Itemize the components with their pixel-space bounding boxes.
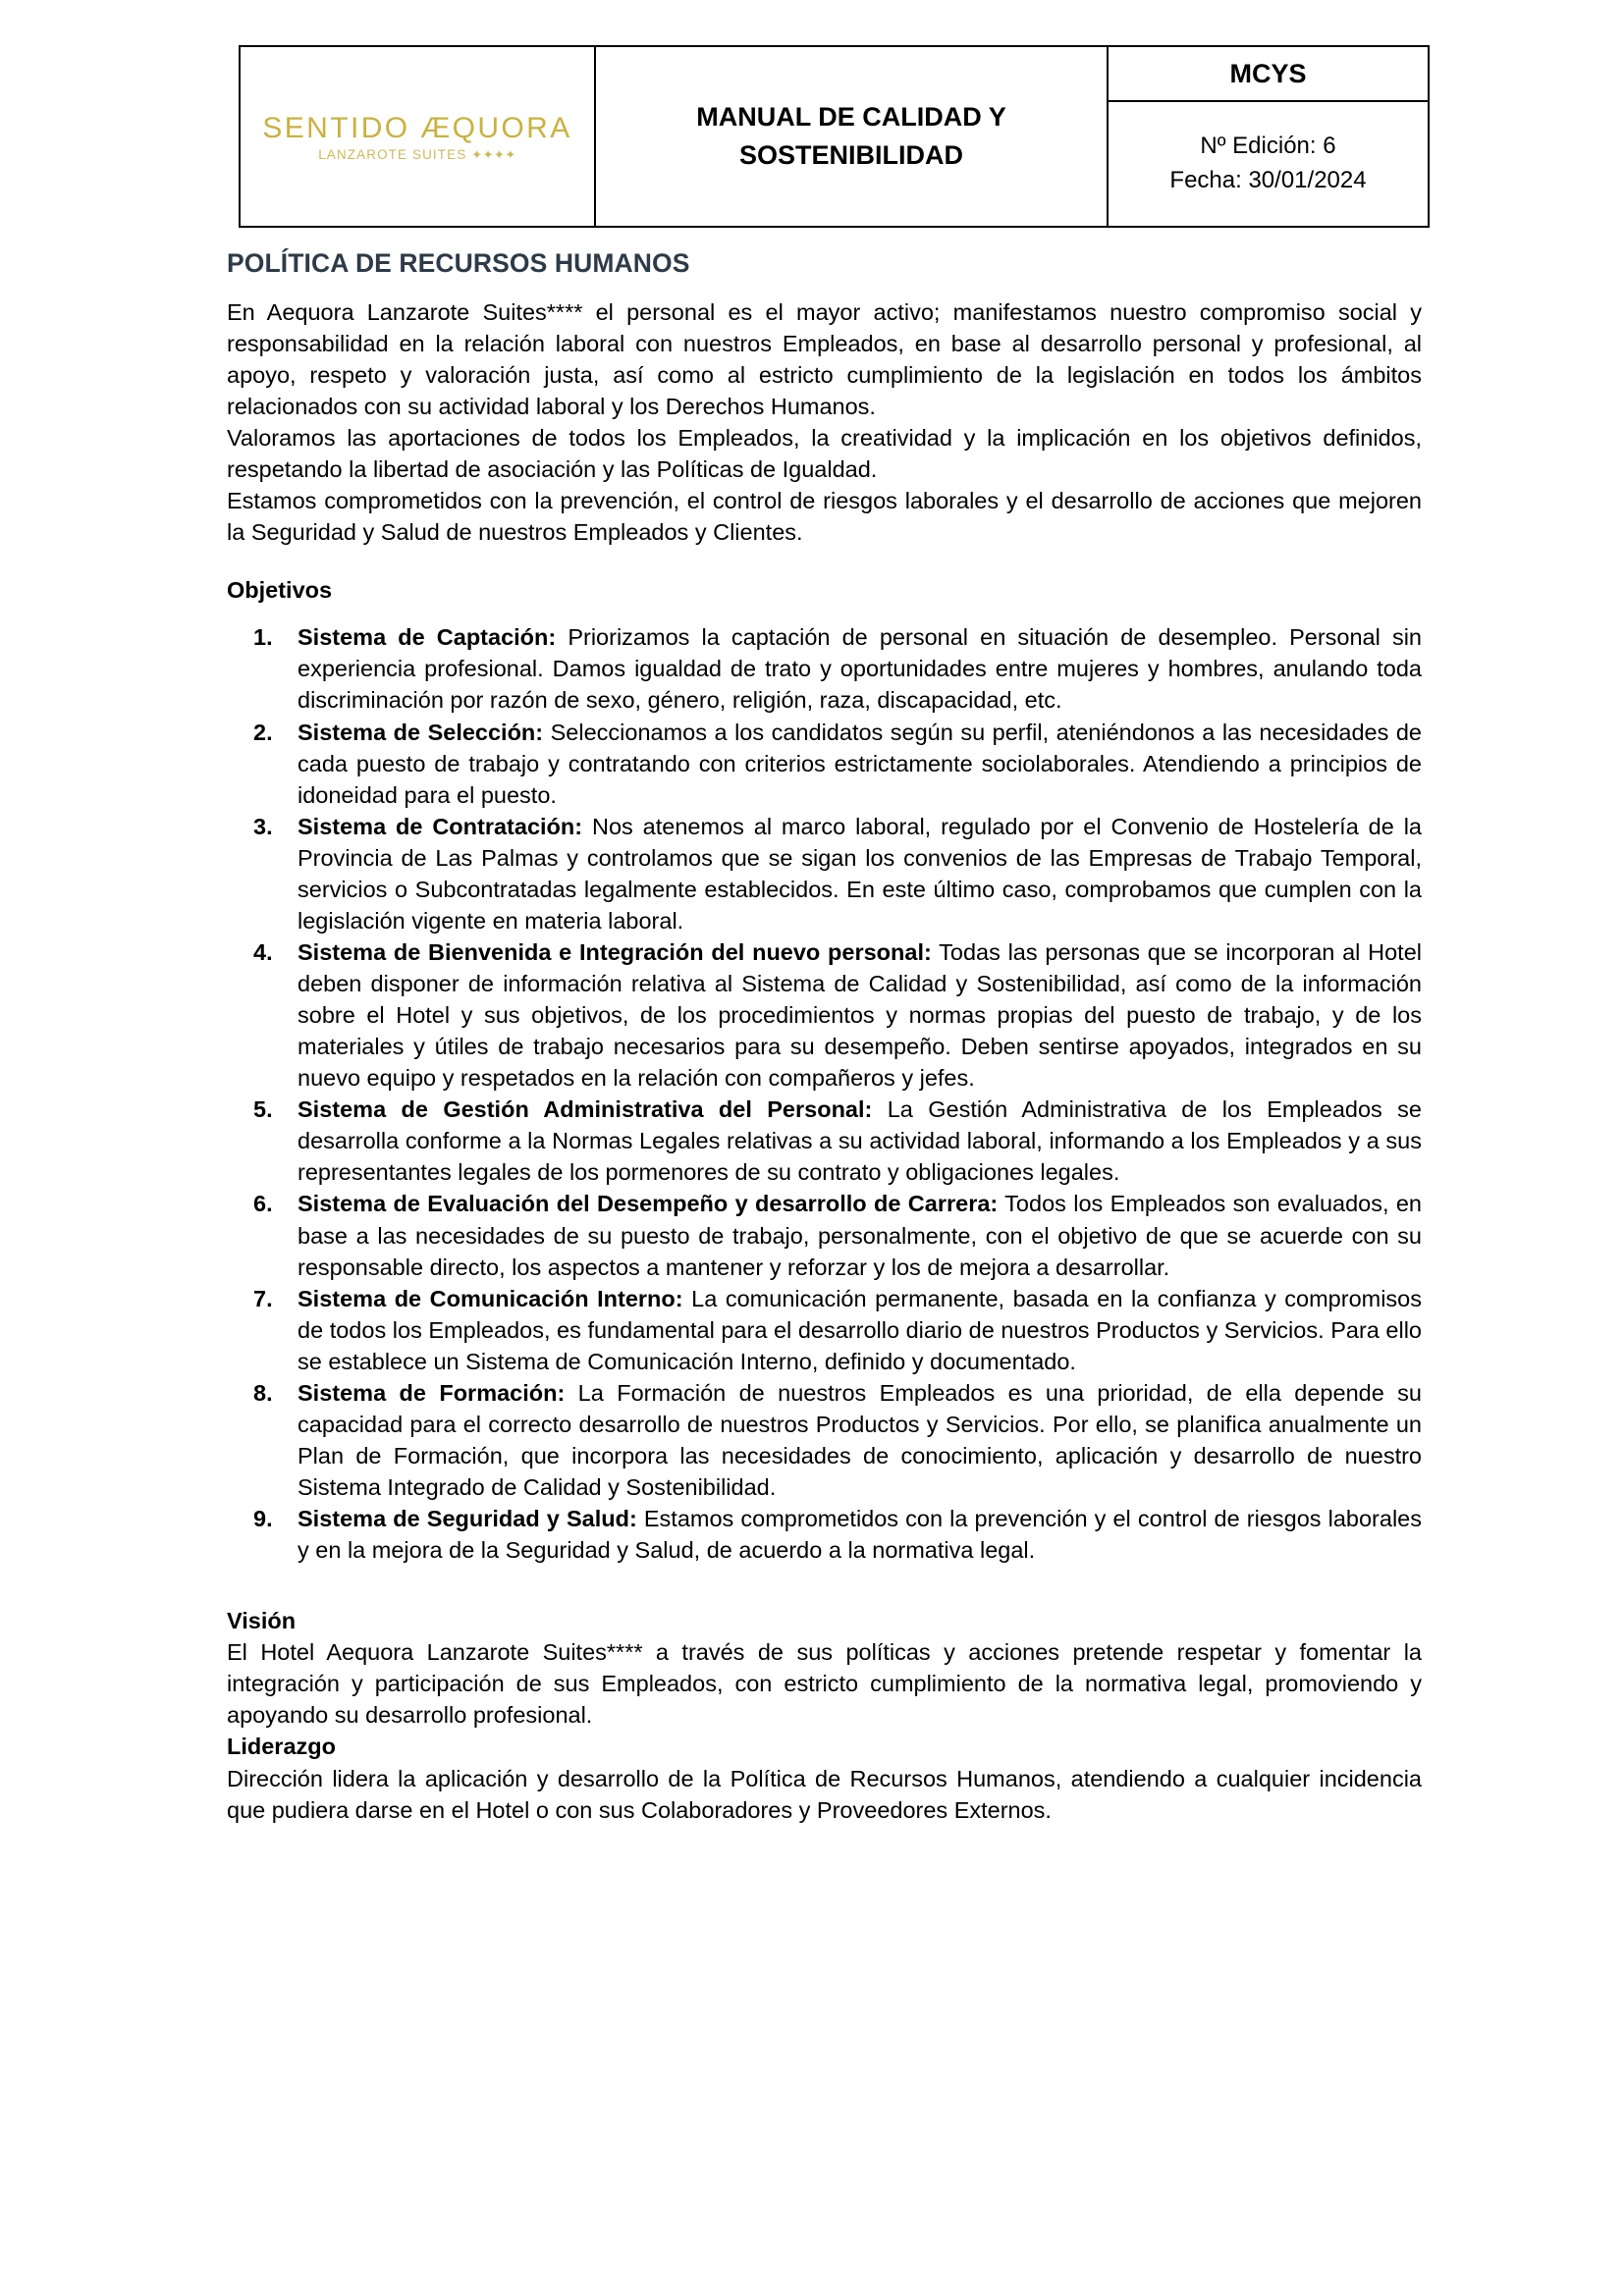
header-logo-cell bbox=[240, 46, 595, 227]
objective-lead: Sistema de Gestión Administrativa del Personal: bbox=[298, 1096, 873, 1123]
document-title bbox=[596, 84, 1107, 188]
objectives-list bbox=[227, 621, 1422, 1566]
list-item bbox=[298, 1188, 1422, 1282]
objective-text: Nos atenemos al marco laboral, regulado por el Convenio de Hostelería de la Provincia de Las Palmas y controlamos que se sigan los convenios de las Empresas de Trabajo Temporal, servicios o Subcontratadas legalmente establecidos. En este último caso, comprobamos que cumplen con la legislación vigente en materia laboral. bbox=[298, 813, 1422, 934]
page-title: POLÍTICA DE RECURSOS HUMANOS bbox=[227, 248, 690, 278]
objective-text: Priorizamos la captación de personal en situación de desempleo. Personal sin experiencia profesional. Damos igualdad de trato y oportunidades entre mujeres y hombres, anulando toda discriminación por razón de sexo, género, religión, raza, discapacidad, etc. bbox=[298, 624, 1422, 714]
header-document-meta-cell bbox=[1108, 101, 1429, 227]
objective-text: Estamos comprometidos con la prevención y el control de riesgos laborales y en la mejora de la Seguridad y Salud, de acuerdo a la normativa legal. bbox=[298, 1506, 1422, 1564]
objective-lead: Sistema de Selección: bbox=[298, 719, 544, 745]
objective-text: La Formación de nuestros Empleados es una prioridad, de ella depende su capacidad para el correcto desarrollo de nuestros Productos y Servicios. Por ello, se planifica anualmente un Plan de Formación, que incorpora las necesidades de conocimiento, aplicación y desarrollo de nuestro Sistema Integrado de Calidad y Sostenibilidad. bbox=[298, 1379, 1422, 1501]
objectives-heading: Objetivos bbox=[227, 577, 333, 604]
header-document-code-cell bbox=[1108, 46, 1429, 101]
document-title-line-2: SOSTENIBILIDAD bbox=[738, 140, 963, 170]
logo-stars-icon: ✦✦✦✦ bbox=[471, 146, 516, 162]
list-item bbox=[298, 1283, 1422, 1377]
document-header-table bbox=[239, 45, 1430, 228]
objective-text: Todas las personas que se incorporan al Hotel deben disponer de información relativa al Sistema de Calidad y Sostenibilidad, así como de la información sobre el Hotel y sus objetivos, de los procedimientos y normas propias del puesto de trabajo, y de los materiales y útiles de trabajo necesarios para su desempeño. Deben sentirse apoyados, integrados en su nuevo equipo y respetados en la relación con compañeros y jefes. bbox=[298, 938, 1422, 1092]
objective-lead: Sistema de Formación: bbox=[298, 1379, 566, 1406]
objective-lead: Sistema de Contratación: bbox=[298, 813, 583, 839]
objective-lead: Sistema de Captación: bbox=[298, 624, 557, 651]
logo-tagline bbox=[262, 148, 571, 162]
vision-heading: Visión bbox=[227, 1608, 297, 1634]
objective-lead: Sistema de Seguridad y Salud: bbox=[298, 1506, 637, 1532]
document-body bbox=[227, 248, 1422, 1826]
list-item bbox=[298, 1377, 1422, 1503]
logo-wordmark: SENTIDO ÆQUORA bbox=[262, 111, 572, 144]
document-title-line-1: MANUAL DE CALIDAD Y bbox=[696, 101, 1006, 132]
document-edition: Nº Edición: 6 bbox=[1200, 133, 1336, 160]
objective-text: La Gestión Administrativa de los Empleados se desarrolla conforme a la Normas Legales relativas a su actividad laboral, informando a los Empleados y a sus representantes legales de los pormenores de su contrato y obligaciones legales. bbox=[298, 1096, 1422, 1186]
intro-paragraph-3: Estamos comprometidos con la prevención, el control de riesgos laborales y el desarrollo de acciones que mejoren la Seguridad y Salud de nuestros Empleados y Clientes. bbox=[227, 488, 1422, 546]
objective-text: Todos los Empleados son evaluados, en base a las necesidades de su puesto de trabajo, personalmente, con el objetivo de que se acuerde con su responsable directo, los aspectos a mantener y reforzar y los de mejora a desarrollar. bbox=[298, 1191, 1423, 1280]
document-date: Fecha: 30/01/2024 bbox=[1169, 167, 1367, 193]
spacer bbox=[227, 1566, 1422, 1605]
vision-paragraph: El Hotel Aequora Lanzarote Suites**** a través de sus políticas y acciones pretende respetar y fomentar la integración y participación de sus Empleados, con estricto cumplimiento de la normativa legal, promoviendo y apoyando su desarrollo profesional. bbox=[227, 1639, 1422, 1729]
leadership-paragraph: Dirección lidera la aplicación y desarrollo de la Política de Recursos Humanos, atendiendo a cualquier incidencia que pudiera darse en el Hotel o con sus Colaboradores y Proveedores Externos. bbox=[227, 1765, 1422, 1823]
list-item bbox=[298, 936, 1422, 1094]
spacer bbox=[227, 548, 1422, 574]
header-row bbox=[240, 46, 1429, 101]
objective-lead: Sistema de Bienvenida e Integración del nuevo personal: bbox=[298, 938, 932, 965]
leadership-heading: Liderazgo bbox=[227, 1734, 336, 1760]
list-item bbox=[298, 811, 1422, 936]
document-code: MCYS bbox=[1229, 58, 1307, 88]
objective-text: La comunicación permanente, basada en la confianza y compromisos de todos los Empleados, es fundamental para el desarrollo diario de nuestros Productos y Servicios. Para ello se establece un Sistema de Comunicación Interno, definido y documentado. bbox=[298, 1285, 1423, 1374]
vision-section bbox=[227, 1605, 1422, 1731]
list-item bbox=[298, 717, 1422, 811]
intro-paragraph-1: En Aequora Lanzarote Suites**** el personal es el mayor activo; manifestamos nuestro compromiso social y responsabilidad en la relación laboral con nuestros Empleados, en base al desarrollo personal y profesional, al apoyo, respeto y valoración justa, así como al estricto cumplimiento de la legislación en todos los ámbitos relacionados con su actividad laboral y los Derechos Humanos. bbox=[227, 298, 1422, 419]
header-document-title-cell bbox=[595, 46, 1108, 227]
logo-tagline-text: LANZAROTE SUITES bbox=[318, 146, 467, 162]
objective-text: Seleccionamos a los candidatos según su perfil, ateniéndonos a las necesidades de cada puesto de trabajo y contratando con criterios estrictamente sociolaborales. Atendiendo a principios de idoneidad para el puesto. bbox=[298, 719, 1422, 808]
list-item bbox=[298, 621, 1422, 716]
list-item bbox=[298, 1503, 1422, 1566]
leadership-section bbox=[227, 1731, 1422, 1825]
objective-lead: Sistema de Comunicación Interno: bbox=[298, 1285, 683, 1311]
list-item bbox=[298, 1094, 1422, 1188]
hotel-logo bbox=[262, 110, 571, 162]
intro-paragraph-2: Valoramos las aportaciones de todos los Empleados, la creatividad y la implicación en los objetivos definidos, respetando la libertad de asociación y las Políticas de Igualdad. bbox=[227, 425, 1422, 483]
objective-lead: Sistema de Evaluación del Desempeño y desarrollo de Carrera: bbox=[298, 1191, 999, 1217]
